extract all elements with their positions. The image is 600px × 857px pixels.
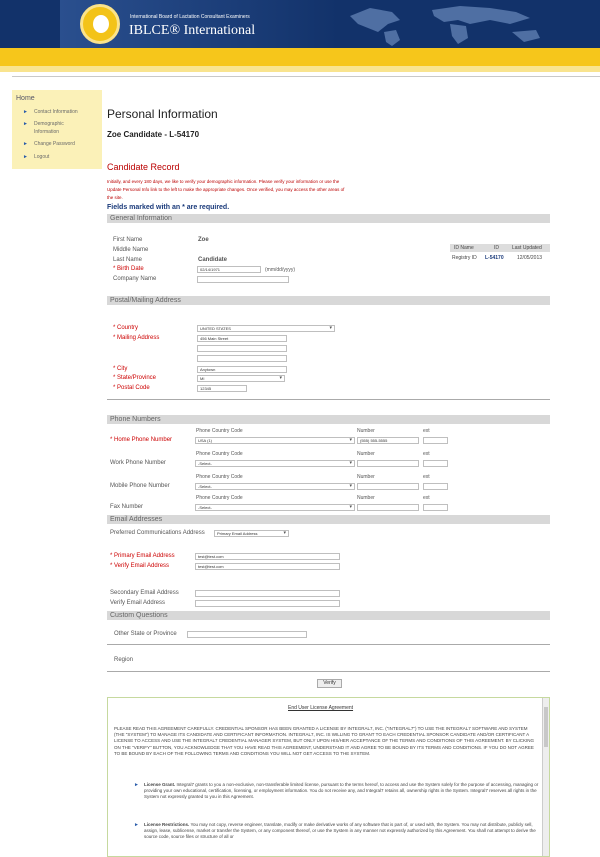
first-name-label: First Name bbox=[113, 237, 143, 243]
number-header-work: Number bbox=[357, 451, 375, 457]
sidebar-item-demographic[interactable]: Demographic Information bbox=[34, 121, 64, 135]
postal-code-label: * Postal Code bbox=[113, 385, 150, 391]
mobile-phone-country-select[interactable]: -Select- ▾ bbox=[195, 483, 355, 490]
section-postal: Postal/Mailing Address bbox=[107, 296, 550, 305]
preferred-comm-label: Preferred Communications Address bbox=[110, 530, 205, 536]
fax-ext-input[interactable] bbox=[423, 504, 448, 511]
region-divider bbox=[107, 671, 550, 672]
mailing-address-input-2[interactable] bbox=[197, 345, 287, 352]
eula-intro: PLEASE READ THIS AGREEMENT CAREFULLY. CREDENTIAL SPONSOR HAS BEEN GRANTED A LICENSE BY INTEGRAL7, INC. ("INTEGRAL7") TO USE THE INTEGRAL7 SOFTWARE AND SYSTEM (THE "SYSTEM") TO MANAGE ITS CANDIDATE AND CERTIFICANT INFORMATION. INTEGRAL7, INC. IS WILLING TO GRANT TO EACH CREDENTIAL SPONSOR CANDIDATE AND/OR CERTIFICANT A LICENSE TO ACCESS AND USE THE INTEGRAL7 CREDENTIAL MANAGER SYSTEM, BUT ONLY UPON HIS/HER ACCEPTANCE OF THE TERMS AND CONDITIONS OF THIS AGREEMENT. BY CLICKING ON THE "VERIFY" BUTTON, YOU ACKNOWLEDGE THAT YOU HAVE READ THIS AGREEMENT, UNDERSTAND IT AND AGREE TO BE BOUND BY ITS TERMS AND CONDITIONS. IF YOU DO NOT AGREE TO BE BOUND BY EACH OF THE FOLLOWING TERMS AND CONDITIONS YOU WILL NOT GET ACCESS TO THE SYSTEM. bbox=[114, 726, 535, 756]
section-email: Email Addresses bbox=[107, 515, 550, 524]
fax-country-select[interactable]: -Select- ▾ bbox=[195, 504, 355, 511]
number-header-mobile: Number bbox=[357, 474, 375, 480]
header-yellow-stripe bbox=[0, 66, 600, 72]
verify-button[interactable]: Verify bbox=[317, 679, 342, 688]
section-general: General Information bbox=[107, 214, 550, 223]
region-label: Region bbox=[114, 657, 134, 663]
org-name: International Board of Lactation Consultant Examiners bbox=[130, 14, 250, 20]
first-name-value: Zoe bbox=[198, 237, 209, 243]
sidebar bbox=[12, 90, 102, 169]
mailing-address-input-3[interactable] bbox=[197, 355, 287, 362]
id-col-updated: Last Updated bbox=[512, 245, 542, 251]
section-divider bbox=[107, 399, 550, 400]
arrow-icon: ► bbox=[23, 154, 28, 160]
arrow-icon: ► bbox=[23, 141, 28, 147]
required-note: Fields marked with an * are required. bbox=[107, 204, 230, 211]
postal-code-input[interactable]: 12345 bbox=[197, 385, 247, 392]
city-label: * City bbox=[113, 366, 128, 372]
record-heading: Candidate Record bbox=[107, 162, 180, 172]
pcc-header-mobile: Phone Country Code bbox=[196, 474, 243, 480]
eula-scroll-thumb[interactable] bbox=[544, 707, 548, 747]
header-banner bbox=[0, 0, 600, 48]
other-state-input[interactable] bbox=[187, 631, 307, 638]
arrow-icon: ► bbox=[134, 782, 139, 788]
secondary-email-input[interactable] bbox=[195, 590, 340, 597]
world-map-graphic bbox=[340, 2, 580, 46]
company-name-label: Company Name bbox=[113, 276, 157, 282]
id-row-date: 12/05/2013 bbox=[517, 255, 543, 261]
city-input[interactable]: Anytown bbox=[197, 366, 287, 373]
verify-secondary-email-label: Verify Email Address bbox=[110, 600, 166, 606]
home-phone-label: * Home Phone Number bbox=[110, 437, 173, 443]
sidebar-home[interactable]: Home bbox=[16, 95, 35, 102]
mobile-phone-label: Mobile Phone Number bbox=[110, 483, 170, 489]
eula-title: End User License Agreement bbox=[288, 705, 354, 711]
state-label: * State/Province bbox=[113, 375, 157, 381]
birth-date-label: * Birth Date bbox=[113, 266, 144, 272]
id-col-id: ID bbox=[494, 245, 499, 251]
ext-header-fax: ext bbox=[423, 495, 430, 501]
eula-grant-title: License Grant. bbox=[144, 782, 176, 787]
ext-header-home: ext bbox=[423, 428, 430, 434]
arrow-icon: ► bbox=[23, 109, 28, 115]
section-custom: Custom Questions bbox=[107, 611, 550, 620]
number-header-fax: Number bbox=[357, 495, 375, 501]
work-phone-number-input[interactable] bbox=[357, 460, 419, 467]
mailing-address-label: * Mailing Address bbox=[113, 335, 160, 341]
mobile-phone-number-input[interactable] bbox=[357, 483, 419, 490]
iblce-logo[interactable] bbox=[80, 4, 120, 44]
middle-name-label: Middle Name bbox=[113, 247, 149, 253]
fax-label: Fax Number bbox=[110, 504, 144, 510]
verify-email-label: * Verify Email Address bbox=[110, 563, 170, 569]
verify-secondary-email-input[interactable] bbox=[195, 600, 340, 607]
ext-header-work: ext bbox=[423, 451, 430, 457]
last-name-label: Last Name bbox=[113, 257, 143, 263]
eula-grant-text: Integral7 grants to you a non-exclusive, non-transferable limited license, pursuant to the terms hereof, to access and use the System solely for the purpose of accessing, managing or providing your own educational, certification, licensing, or employment information. You do not receive any, and Integral7 retains all, ownership rights in the System. Integral7 reserves all rights in the System not expressly granted to you in this Agreement. bbox=[144, 782, 539, 800]
pcc-header-fax: Phone Country Code bbox=[196, 495, 243, 501]
company-name-input[interactable] bbox=[197, 276, 289, 283]
brand-name: IBLCE® International bbox=[129, 23, 256, 38]
work-phone-ext-input[interactable] bbox=[423, 460, 448, 467]
id-col-name: ID Name bbox=[454, 245, 474, 251]
id-table-header bbox=[450, 244, 550, 252]
candidate-name: Zoe Candidate - L-54170 bbox=[107, 130, 200, 139]
eula-scrollbar[interactable] bbox=[542, 698, 549, 856]
ext-header-mobile: ext bbox=[423, 474, 430, 480]
pcc-header-work: Phone Country Code bbox=[196, 451, 243, 457]
other-state-label: Other State or Province bbox=[114, 631, 177, 637]
primary-email-label: * Primary Email Address bbox=[110, 553, 175, 559]
last-name-value: Candidate bbox=[198, 257, 228, 263]
number-header-home: Number bbox=[357, 428, 375, 434]
section-phones: Phone Numbers bbox=[107, 415, 550, 424]
birth-date-hint: (mm/dd/yyyy) bbox=[265, 267, 295, 273]
header-rule bbox=[12, 76, 600, 77]
sidebar-item-logout[interactable]: Logout bbox=[34, 154, 50, 160]
fax-number-input[interactable] bbox=[357, 504, 419, 511]
eula-restrictions-text: You may not copy, reverse engineer, translate, modify or make derivative works of any software that is part of, or used with, the System. You may not distribute, publicly sell, assign, lease, sublicense, market or transfer the System, or any component thereof, or use the System in any manner not expressly authorized by this Agreement. You shall not attempt to derive the source code, source files or structure of all or bbox=[144, 822, 536, 840]
secondary-email-label: Secondary Email Address bbox=[110, 590, 179, 596]
arrow-icon: ► bbox=[134, 822, 139, 828]
state-select[interactable]: MI ▾ bbox=[197, 375, 285, 382]
intro-text: Initially, and every 180 days, we like to verify your demographic information. Please verify your information or use the Update Personal Info link to the left to make the appropriate changes. Once verified, you may access the other areas of the site. bbox=[107, 179, 345, 200]
work-phone-country-select[interactable]: -Select- ▾ bbox=[195, 460, 355, 467]
header-yellow-bar bbox=[0, 48, 600, 66]
home-phone-ext-input[interactable] bbox=[423, 437, 448, 444]
eula-grant bbox=[144, 782, 539, 801]
sidebar-item-change-password[interactable]: Change Password bbox=[34, 141, 75, 147]
primary-email-input[interactable]: test@test.com bbox=[195, 553, 340, 560]
eula-restrictions-title: License Restrictions. bbox=[144, 822, 190, 827]
id-row-id: L-54170 bbox=[485, 255, 504, 261]
id-row-name: Registry ID bbox=[452, 255, 477, 261]
arrow-icon: ► bbox=[23, 121, 28, 127]
sidebar-item-contact[interactable]: Contact Information bbox=[34, 109, 78, 115]
verify-email-input[interactable]: test@test.com bbox=[195, 563, 340, 570]
work-phone-label: Work Phone Number bbox=[110, 460, 166, 466]
birth-date-input[interactable]: 02/14/1971 bbox=[197, 266, 261, 273]
eula-box[interactable] bbox=[107, 697, 550, 857]
page-title: Personal Information bbox=[107, 107, 218, 121]
mobile-phone-ext-input[interactable] bbox=[423, 483, 448, 490]
home-phone-number-input[interactable]: (555) 555-5555 bbox=[357, 437, 419, 444]
preferred-comm-select[interactable]: Primary Email Address ▾ bbox=[214, 530, 289, 537]
custom-divider bbox=[107, 644, 550, 645]
country-select[interactable]: UNITED STATES ▾ bbox=[197, 325, 335, 332]
pcc-header-home: Phone Country Code bbox=[196, 428, 243, 434]
home-phone-country-select[interactable]: USA (1) ▾ bbox=[195, 437, 355, 444]
country-label: * Country bbox=[113, 325, 139, 331]
mailing-address-input-1[interactable]: 456 Main Street bbox=[197, 335, 287, 342]
eula-restrictions bbox=[144, 822, 539, 841]
